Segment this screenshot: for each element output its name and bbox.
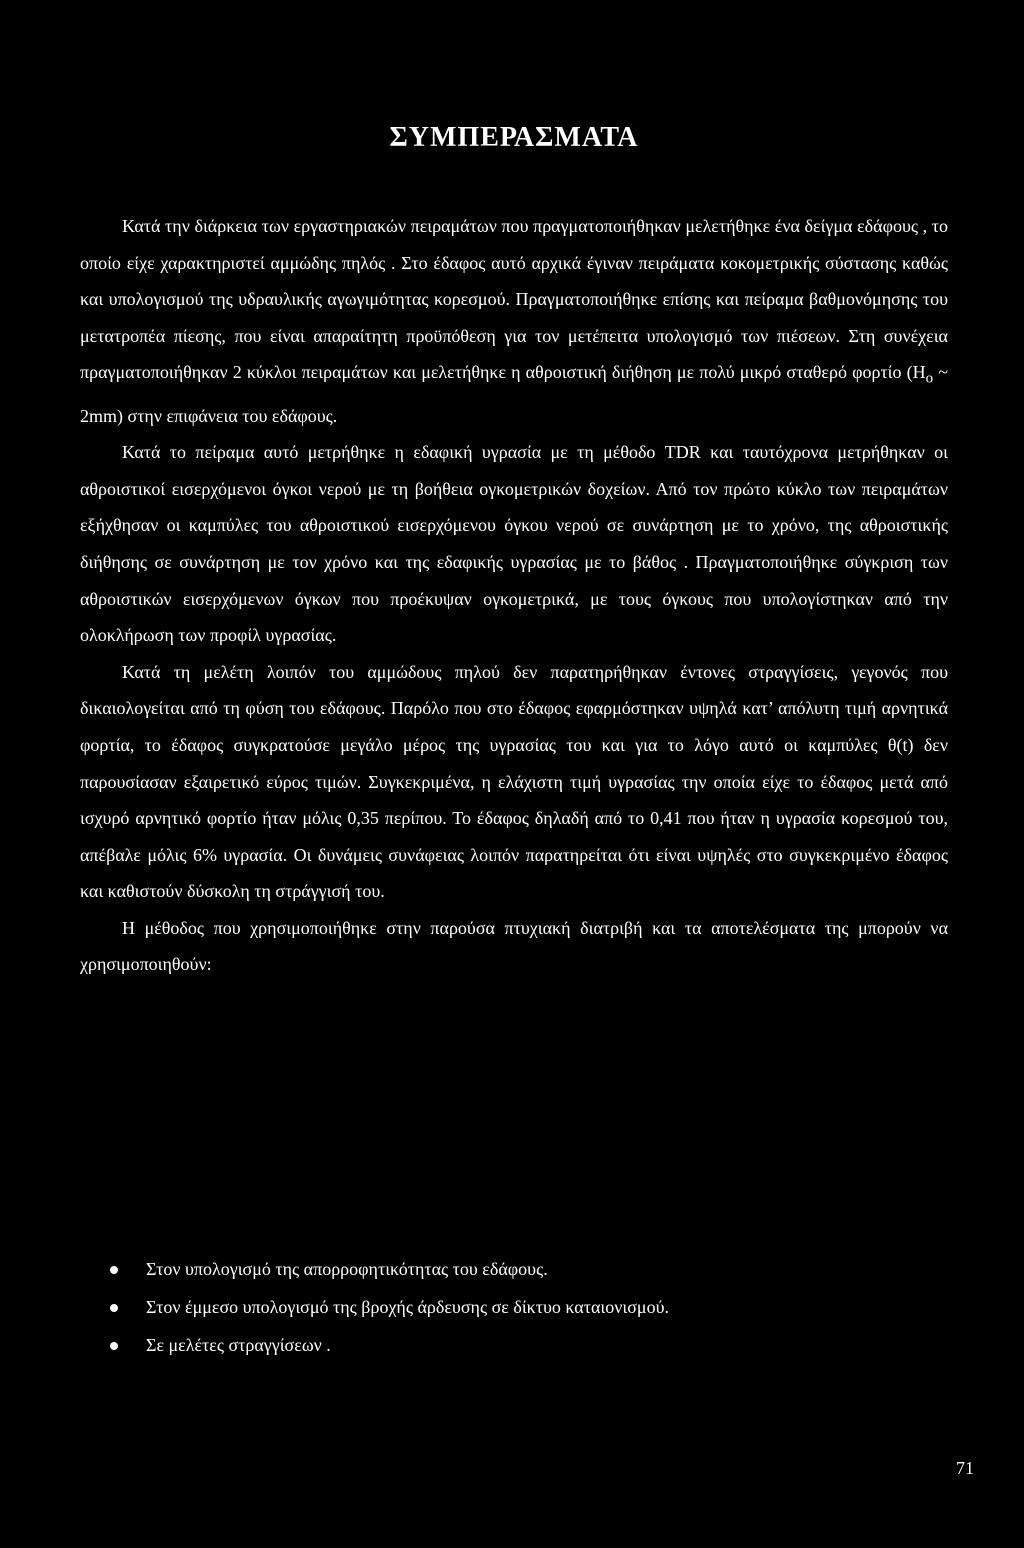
list-item (80, 1326, 948, 1364)
bullet-icon (110, 1304, 118, 1312)
list-item (80, 1250, 948, 1288)
paragraph-4: Η μέθοδος που χρησιμοποιήθηκε στην παρούσα πτυχιακή διατριβή και τα αποτελέσματα της μπορούν να χρησιμοποιηθούν: (80, 917, 948, 975)
list-item (80, 1288, 948, 1326)
document-body (80, 208, 948, 983)
subscript-o: o (925, 370, 934, 387)
list-item-text: Στον υπολογισμό της απορροφητικότητας του εδάφους. (146, 1259, 548, 1279)
paragraph-1 (80, 208, 948, 434)
paragraph-1-text: Κατά την διάρκεια των εργαστηριακών πειραμάτων που πραγματοποιήθηκαν μελετήθηκε ένα δείγμα εδάφους , το οποίο είχε χαρακτηριστεί αμμώδης πηλός . Στο έδαφος αυτό αρχικά έγιναν πειράματα κοκομετρικής σύστασης καθώς και υπολογισμού της υδραυλικής αγωγιμότητας κορεσμού. Πραγματοποιήθηκε επίσης και πείραμα βαθμονόμησης του μετατροπέα πίεσης, που είναι απαραίτητη προϋπόθεση για τον μετέπειτα υπολογισμό των πιέσεων. Στη συνέχεια πραγματοποιήθηκαν 2 κύκλοι πειραμάτων και μελετήθηκε η αθροιστική διήθηση με πολύ μικρό σταθερό φορτίο (H (80, 216, 948, 383)
paragraph-2: Κατά το πείραμα αυτό μετρήθηκε η εδαφική υγρασία με τη μέθοδο TDR και ταυτόχρονα μετρήθηκαν οι αθροιστικοί εισερχόμενοι όγκοι νερού με τη βοήθεια ογκομετρικών δοχείων. Από τον πρώτο κύκλο των πειραμάτων εξήχθησαν οι καμπύλες του αθροιστικού εισερχόμενου όγκου νερού σε συνάρτηση με το χρόνο, της αθροιστικής διήθησης σε συνάρτηση με τον χρόνο και της εδαφικής υγρασίας με το βάθος . Πραγματοποιήθηκε σύγκριση των αθροιστικών εισερχόμενων όγκων που προέκυψαν ογκομετρικά, με τους όγκους που υπολογίστηκαν από την ολοκλήρωση των προφίλ υγρασίας. (80, 442, 948, 646)
list-item-text: Σε μελέτες στραγγίσεων . (146, 1335, 331, 1355)
paragraph-3: Κατά τη μελέτη λοιπόν του αμμώδους πηλού δεν παρατηρήθηκαν έντονες στραγγίσεις, γεγονός που δικαιολογείται από τη φύση του εδάφους. Παρόλο που στο έδαφος εφαρμόστηκαν υψηλά κατ’ απόλυτη τιμή αρνητικά φορτία, το έδαφος συγκρατούσε μεγάλο μέρος της υγρασίας του και για το λόγο αυτό οι καμπύλες θ(t) δεν παρουσίασαν εξαιρετικό εύρος τιμών. Συγκεκριμένα, η ελάχιστη τιμή υγρασίας την οποία είχε το έδαφος μετά από ισχυρό αρνητικό φορτίο ήταν μόλις 0,35 περίπου. Το έδαφος δηλαδή από το 0,41 που ήταν η υγρασία κορεσμού του, απέβαλε μόλις 6% υγρασία. Οι δυνάμεις συνάφειας λοιπόν παρατηρείται ότι είναι υψηλές στο συγκεκριμένο έδαφος και καθιστούν δύσκολη τη στράγγισή του. (80, 661, 948, 902)
paragraph-1-end: ~ 2mm) στην επιφάνεια του εδάφους. (80, 362, 948, 426)
bullet-icon (110, 1266, 118, 1274)
bullet-list (80, 1250, 948, 1364)
page-title: ΣΥΜΠΕΡΑΣΜΑΤΑ (389, 122, 639, 153)
list-item-text: Στον έμμεσο υπολογισμό της βροχής άρδευσης σε δίκτυο καταιονισμού. (146, 1297, 669, 1317)
page-number: 71 (956, 1458, 974, 1478)
bullet-icon (110, 1342, 118, 1350)
